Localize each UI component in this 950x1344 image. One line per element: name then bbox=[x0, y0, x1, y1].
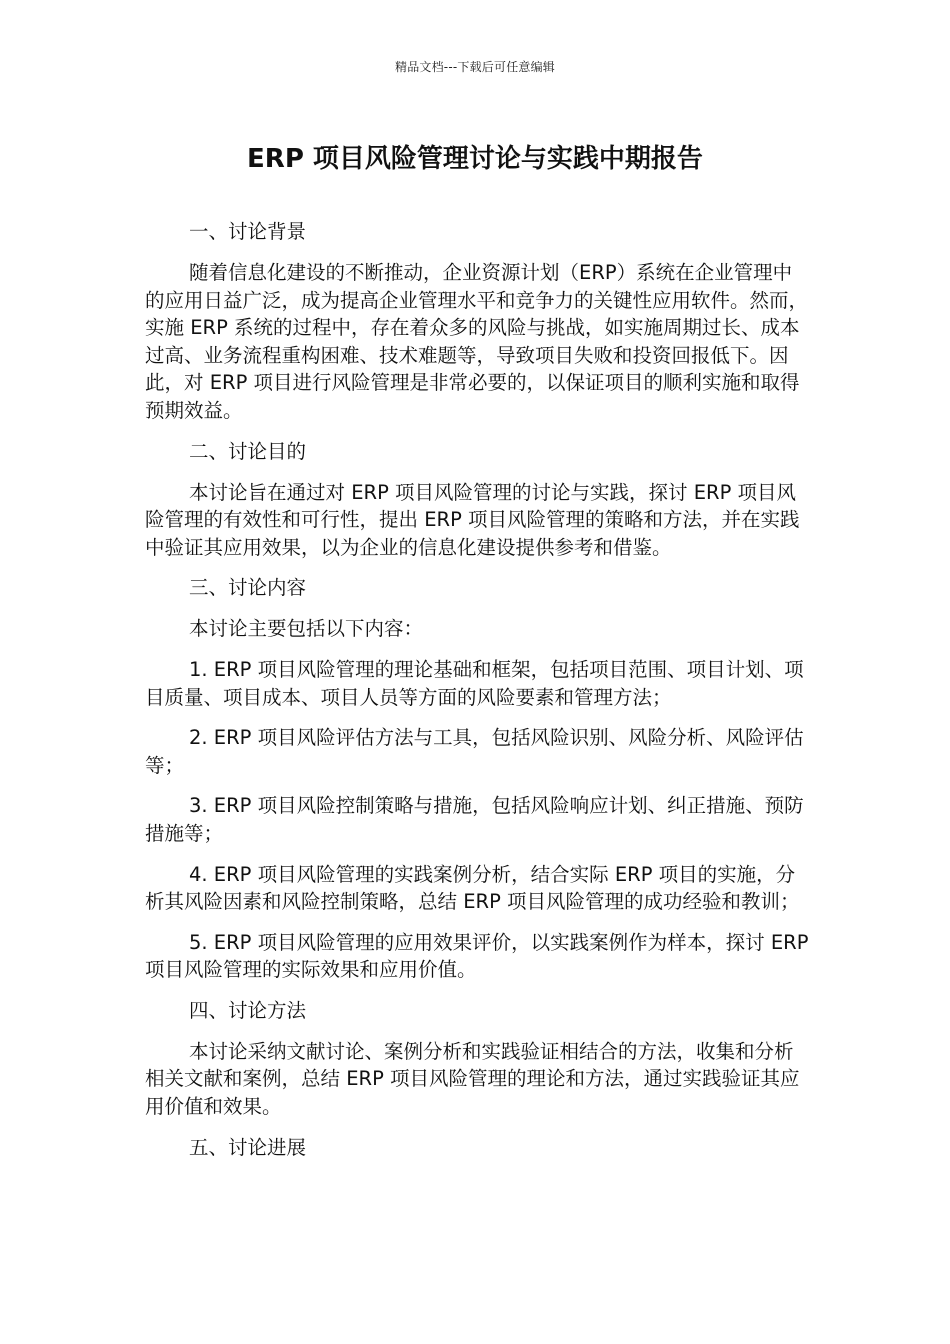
paragraph-method: 本讨论采纳文献讨论、案例分析和实践验证相结合的方法，收集和分析相关文献和案例，总结 ERP 项目风险管理的理论和方法，通过实践验证其应用价值和效果。 bbox=[145, 1039, 800, 1119]
paragraph-background: 随着信息化建设的不断推动，企业资源计划（ERP）系统在企业管理中的应用日益广泛，成为提高企业管理水平和竞争力的关键性应用软件。然而，实施 ERP 系统的过程中，存在着众多的风险与挑战，如实施周期过长、成本过高、业务流程重构困难、技术难题等，导致项目失败和投资回报低下。因此，对 ERP 项目进行风险管理是非常必要的，以保证项目的顺利实施和取得预期效益。 bbox=[145, 261, 809, 422]
section-heading-content: 三、讨论内容 bbox=[189, 576, 307, 600]
section-heading-progress: 五、讨论进展 bbox=[189, 1135, 307, 1159]
paragraph-content-intro: 本讨论主要包括以下内容： bbox=[189, 617, 424, 641]
list-item-4: 4. ERP 项目风险管理的实践案例分析，结合实际 ERP 项目的实施，分析其风险因素和风险控制策略，总结 ERP 项目风险管理的成功经验和教训； bbox=[145, 862, 800, 914]
list-item-5: 5. ERP 项目风险管理的应用效果评价，以实践案例作为样本，探讨 ERP 项目风险管理的实际效果和应用价值。 bbox=[145, 930, 809, 982]
list-item-3: 3. ERP 项目风险控制策略与措施，包括风险响应计划、纠正措施、预防措施等； bbox=[145, 794, 804, 845]
section-heading-background: 一、讨论背景 bbox=[189, 220, 307, 243]
header-note: 精品文档---下载后可任意编辑 bbox=[395, 60, 555, 74]
section-heading-purpose: 二、讨论目的 bbox=[189, 439, 307, 463]
document-title: ERP 项目风险管理讨论与实践中期报告 bbox=[247, 144, 703, 174]
section-heading-method: 四、讨论方法 bbox=[189, 998, 307, 1022]
list-item-1: 1. ERP 项目风险管理的理论基础和框架，包括项目范围、项目计划、项目质量、项目成本、项目人员等方面的风险要素和管理方法； bbox=[145, 657, 804, 709]
document-body bbox=[145, 218, 810, 1175]
paragraph-purpose: 本讨论旨在通过对 ERP 项目风险管理的讨论与实践，探讨 ERP 项目风险管理的有效性和可行性，提出 ERP 项目风险管理的策略和方法，并在实践中验证其应用效果，以为企业的信息化建设提供参考和借鉴。 bbox=[145, 480, 800, 559]
list-item-2: 2. ERP 项目风险评估方法与工具，包括风险识别、风险分析、风险评估等； bbox=[145, 726, 804, 777]
